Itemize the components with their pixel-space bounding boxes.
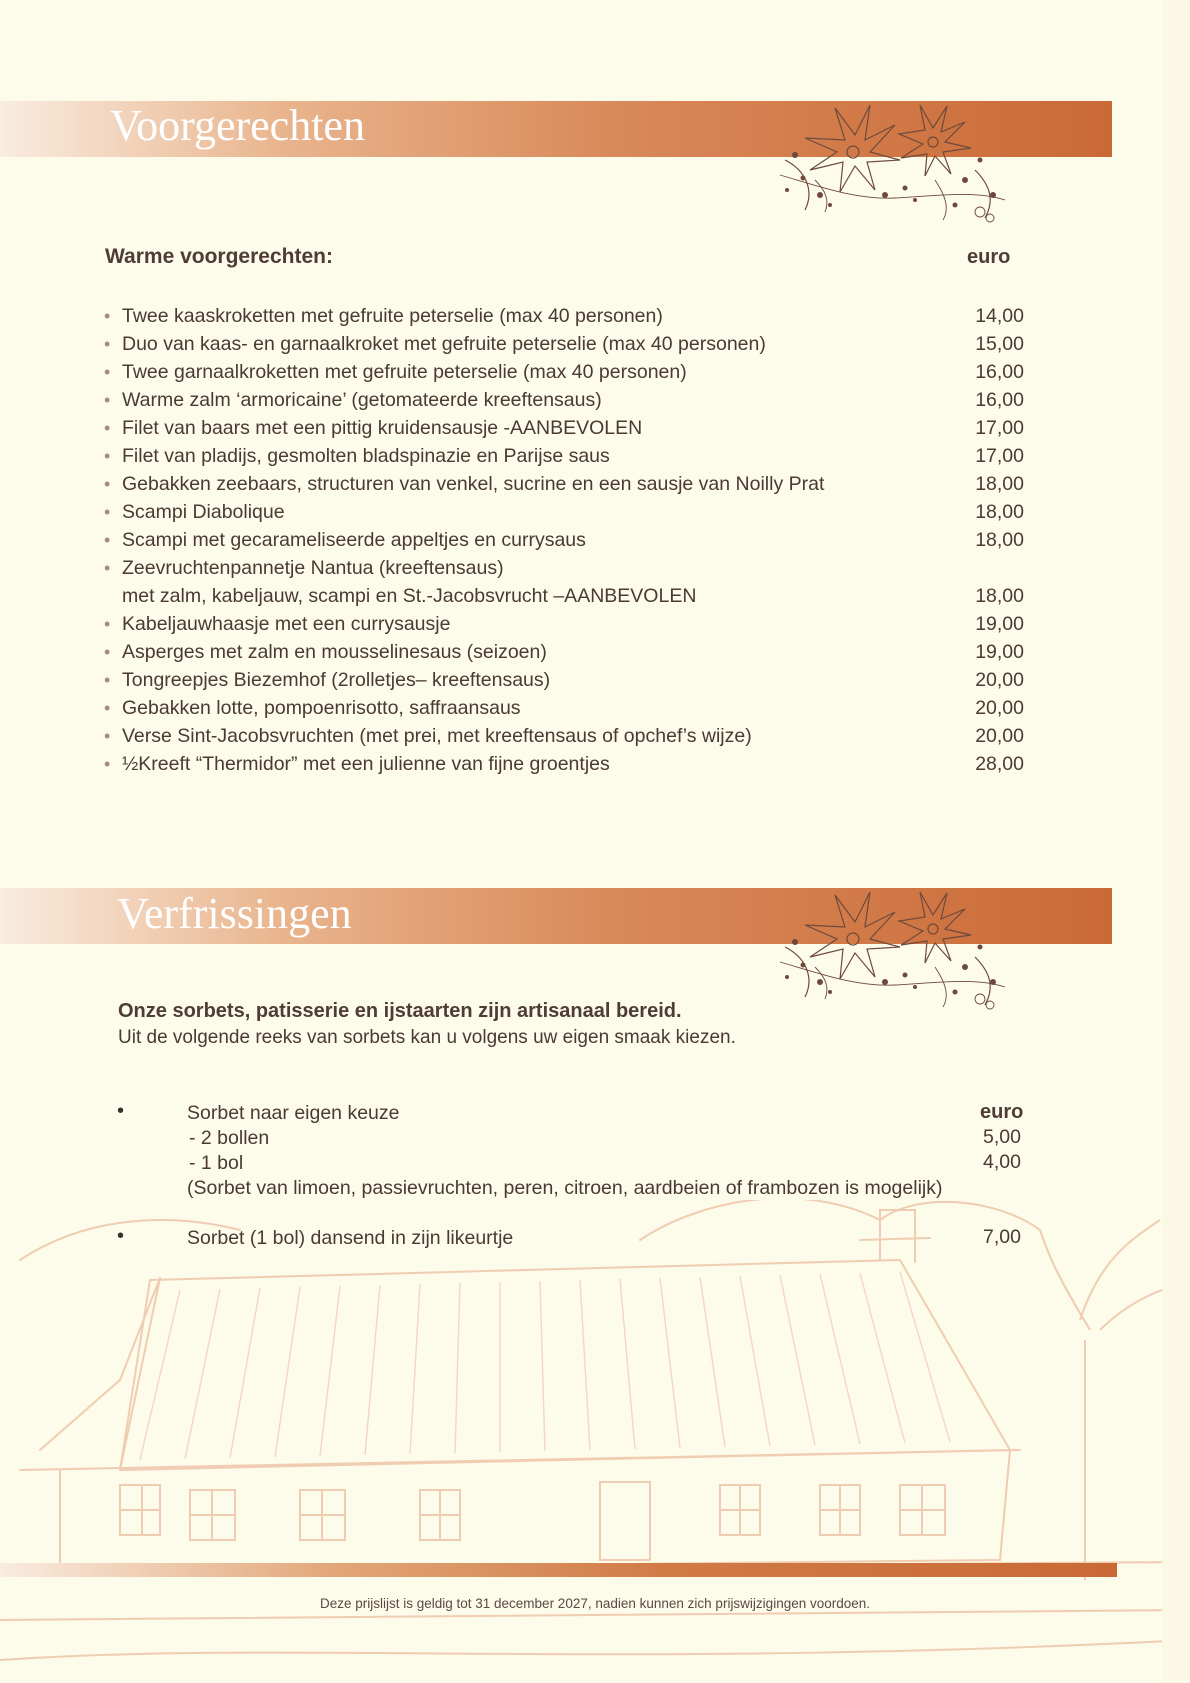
dish-price: 18,00: [975, 473, 1024, 495]
dish-name: Zeevruchtenpannetje Nantua (kreeftensaus): [122, 557, 504, 579]
dish-name: Twee kaaskroketten met gefruite peterselie (max 40 personen): [122, 305, 663, 327]
sorbet-flavours-note: (Sorbet van limoen, passievruchten, peren, citroen, aardbeien of frambozen is mogelijk): [187, 1177, 943, 1199]
sorbet-intro: Uit de volgende reeks van sorbets kan u volgens uw eigen smaak kiezen.: [118, 1027, 736, 1048]
dish-name: Gebakken zeebaars, structuren van venkel, sucrine en een sausje van Noilly Prat: [122, 473, 825, 495]
sorbet-price-1-bol: 4,00: [983, 1151, 1021, 1173]
bullet-icon: •: [104, 726, 111, 746]
list-item: [104, 554, 1024, 610]
bullet-icon: •: [117, 1100, 125, 1122]
dish-price: 16,00: [975, 361, 1024, 383]
dish-price: 18,00: [975, 501, 1024, 523]
sorbet-intro-bold: Onze sorbets, patisserie en ijstaarten zijn artisanaal bereid.: [118, 1000, 682, 1022]
list-item: [104, 442, 1024, 470]
dish-price: 28,00: [975, 753, 1024, 775]
bullet-icon: •: [104, 642, 111, 662]
sorbet-likeur-name: Sorbet (1 bol) dansend in zijn likeurtje: [187, 1227, 514, 1249]
list-item: [104, 470, 1024, 498]
flower-ornament-icon: [775, 100, 1010, 225]
bullet-icon: •: [104, 306, 111, 326]
list-item: [104, 638, 1024, 666]
bullet-icon: •: [104, 446, 111, 466]
list-item: [104, 722, 1024, 750]
dish-price: 17,00: [975, 417, 1024, 439]
list-item: [104, 498, 1024, 526]
dish-name: Kabeljauwhaasje met een currysausje: [122, 613, 451, 635]
sorbet-price-2-bollen: 5,00: [983, 1126, 1021, 1148]
dish-name: Filet van baars met een pittig kruidensausje -AANBEVOLEN: [122, 417, 643, 439]
dish-name: Filet van pladijs, gesmolten bladspinazie en Parijse saus: [122, 445, 610, 467]
list-item: [104, 526, 1024, 554]
bullet-icon: •: [104, 614, 111, 634]
dish-price: 14,00: [975, 305, 1024, 327]
dish-price: 20,00: [975, 697, 1024, 719]
bullet-icon: •: [104, 390, 111, 410]
list-item: [104, 386, 1024, 414]
list-item: [104, 610, 1024, 638]
dish-name-line2: met zalm, kabeljauw, scampi en St.-Jacobsvrucht –AANBEVOLEN: [122, 585, 697, 607]
dish-name: Gebakken lotte, pompoenrisotto, saffraansaus: [122, 697, 521, 719]
dish-price: 19,00: [975, 641, 1024, 663]
dish-name: Tongreepjes Biezemhof (2rolletjes– kreeftensaus): [122, 669, 551, 691]
euro-column-label: euro: [967, 246, 1011, 268]
dish-name: Scampi Diabolique: [122, 501, 285, 523]
list-item: [104, 666, 1024, 694]
bullet-icon: •: [117, 1225, 125, 1247]
sorbet-choice-name: Sorbet naar eigen keuze: [187, 1102, 400, 1124]
dish-price: 15,00: [975, 333, 1024, 355]
dish-price: 20,00: [975, 669, 1024, 691]
dish-name: Twee garnaalkroketten met gefruite peterselie (max 40 personen): [122, 361, 687, 383]
sorbet-option-1-bol: - 1 bol: [189, 1152, 244, 1174]
sorbet-option-2-bollen: - 2 bollen: [189, 1127, 270, 1149]
dish-price: 18,00: [975, 585, 1024, 607]
footer-validity-note: Deze prijslijst is geldig tot 31 december 2027, nadien kunnen zich prijswijzigingen voordoen.: [319, 1596, 871, 1611]
voorgerechten-list: [104, 302, 1024, 778]
bullet-icon: •: [104, 362, 111, 382]
list-item: [104, 694, 1024, 722]
dish-name: Warme zalm ‘armoricaine’ (getomateerde kreeftensaus): [122, 389, 602, 411]
dish-price: 18,00: [975, 529, 1024, 551]
dish-name: Verse Sint-Jacobsvruchten (met prei, met kreeftensaus of opchef’s wijze): [122, 725, 752, 747]
bullet-icon: •: [104, 418, 111, 438]
footer-bar: [0, 1563, 1117, 1577]
bullet-icon: •: [104, 530, 111, 550]
dish-price: 16,00: [975, 389, 1024, 411]
dish-price: 20,00: [975, 725, 1024, 747]
list-item: [104, 750, 1024, 778]
dish-name: Duo van kaas- en garnaalkroket met gefruite peterselie (max 40 personen): [122, 333, 766, 355]
sorbet-likeur-price: 7,00: [983, 1226, 1021, 1248]
bullet-icon: •: [104, 670, 111, 690]
dish-price: 17,00: [975, 445, 1024, 467]
right-margin-strip: [1162, 0, 1190, 1683]
list-item: [104, 330, 1024, 358]
bullet-icon: •: [104, 558, 111, 578]
bullet-icon: •: [104, 754, 111, 774]
warme-voorgerechten-heading: Warme voorgerechten:: [105, 245, 333, 268]
list-item: [104, 414, 1024, 442]
bullet-icon: •: [104, 502, 111, 522]
bullet-icon: •: [104, 474, 111, 494]
sorbet-euro-label: euro: [980, 1101, 1024, 1123]
voorgerechten-title: Voorgerechten: [110, 101, 365, 150]
bullet-icon: •: [104, 334, 111, 354]
flower-ornament-icon: [775, 887, 1010, 1012]
dish-name: ½Kreeft “Thermidor” met een julienne van fijne groentjes: [122, 753, 610, 775]
dish-price: 19,00: [975, 613, 1024, 635]
bullet-icon: •: [104, 698, 111, 718]
dish-name: Asperges met zalm en mousselinesaus (seizoen): [122, 641, 547, 663]
verfrissingen-title: Verfrissingen: [117, 889, 352, 938]
dish-name: Scampi met gecarameliseerde appeltjes en currysaus: [122, 529, 586, 551]
list-item: [104, 302, 1024, 330]
list-item: [104, 358, 1024, 386]
